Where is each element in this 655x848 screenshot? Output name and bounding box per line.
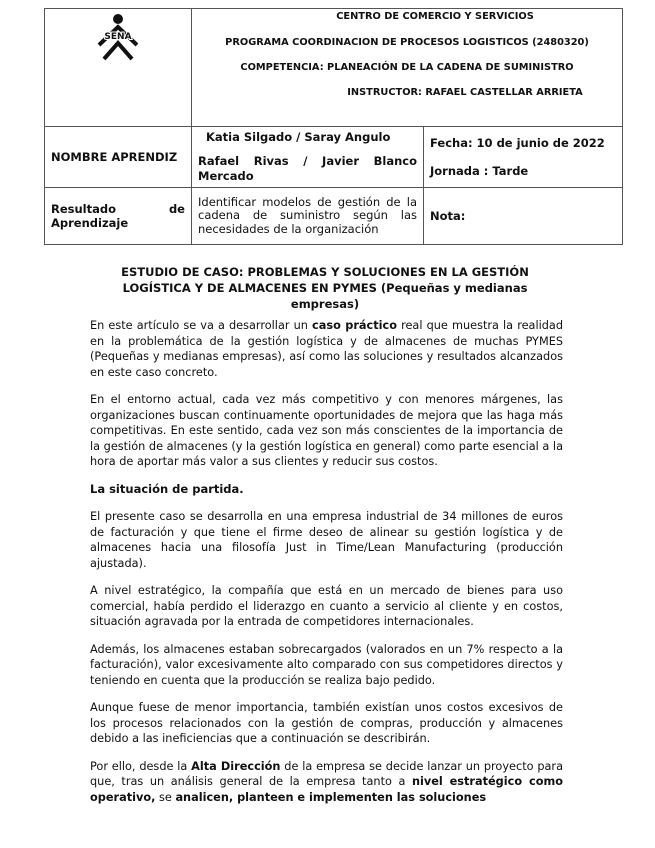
result-label-b: de	[168, 202, 185, 216]
paragraph-3: El presente caso se desarrolla en una empresa industrial de 34 millones de euros de facturación y que tiene el firme deseo de alinear su gestión logística y de almacenes hacia una filosofía Just in Time/Lean Manufacturing (producción ajustada).	[90, 510, 563, 570]
paragraph-1: En este artículo se va a desarrollar un caso práctico real que muestra la realidad en la problemática de la gestión logística y de almacenes de muchas PYMES (Pequeñas y medianas empresas), así como las soluciones y resultados alcanzados en este caso concreto.	[90, 319, 564, 379]
paragraph-7: Por ello, desde la Alta Dirección de la empresa se decide lanzar un proyecto para que, tras un análisis general de la empresa tanto a nivel estratégico como operativo, se analicen, planteen e implementen las soluciones	[90, 759, 564, 804]
sena-logo-text: SENA	[104, 32, 132, 42]
grade-label: Nota:	[424, 188, 623, 245]
result-text: Identificar modelos de gestión de la cadena de suministro según las necesidades de la organización	[192, 188, 424, 245]
instructor-line: INSTRUCTOR: RAFAEL CASTELLAR ARRIETA	[347, 87, 583, 98]
document-title: ESTUDIO DE CASO: PROBLEMAS Y SOLUCIONES EN LA GESTIÓN LOGÍSTICA Y DE ALMACENES EN PYMES (Pequeñas y medianas empresas)	[121, 265, 529, 311]
name-label: NOMBRE APRENDIZ	[45, 127, 192, 188]
article-body	[90, 318, 563, 817]
date-cell	[424, 127, 623, 188]
result-label-a: Resultado	[51, 202, 117, 216]
names-line-2: Rafael Rivas / Javier Blanco Mercado	[198, 154, 417, 183]
header-table	[44, 8, 623, 245]
program-line: PROGRAMA COORDINACION DE PROCESOS LOGISTICOS (2480320)	[225, 37, 589, 48]
result-label	[45, 188, 192, 245]
paragraph-2: En el entorno actual, cada vez más competitivo y con menores márgenes, las organizaciones buscan continuamente oportunidades de mejora que las haga más competitivas. En este sentido, cada vez son más conscientes de la importancia de la gestión de almacenes (y la gestión logística en general) como parte esencial a la hora de aportar más valor a sus clientes y reducir sus costos.	[90, 393, 563, 468]
result-label-c: Aprendizaje	[51, 216, 129, 230]
competence-line: COMPETENCIA: PLANEACIÓN DE LA CADENA DE SUMINISTRO	[240, 62, 574, 73]
logo-cell	[45, 9, 192, 127]
center-line: CENTRO DE COMERCIO Y SERVICIOS	[336, 11, 534, 22]
paragraph-4: A nivel estratégico, la compañía que está en un mercado de bienes para uso comercial, había perdido el liderazgo en cuanto a servicio al cliente y en costos, situación agravada por la entrada de competidores internacionales.	[90, 584, 563, 628]
sena-logo-icon	[91, 13, 145, 63]
section-heading: La situación de partida.	[90, 481, 244, 496]
shift-text: Jornada : Tarde	[430, 164, 529, 178]
date-text: Fecha: 10 de junio de 2022	[430, 136, 605, 150]
paragraph-5: Además, los almacenes estaban sobrecargados (valorados en un 7% respecto a la facturación), valor excesivamente alto comparado con sus competidores directos y teniendo en cuenta que la producción se realiza bajo pedido.	[90, 642, 563, 687]
paragraph-6: Aunque fuese de menor importancia, también existían unos costos excesivos de los procesos relacionados con la gestión de compras, producción y almacenes debido a las ineficiencias que a continuación se describirán.	[90, 701, 563, 745]
names-line-1: Katia Silgado / Saray Angulo	[206, 130, 391, 144]
institution-cell	[192, 9, 623, 127]
student-names	[192, 127, 424, 188]
